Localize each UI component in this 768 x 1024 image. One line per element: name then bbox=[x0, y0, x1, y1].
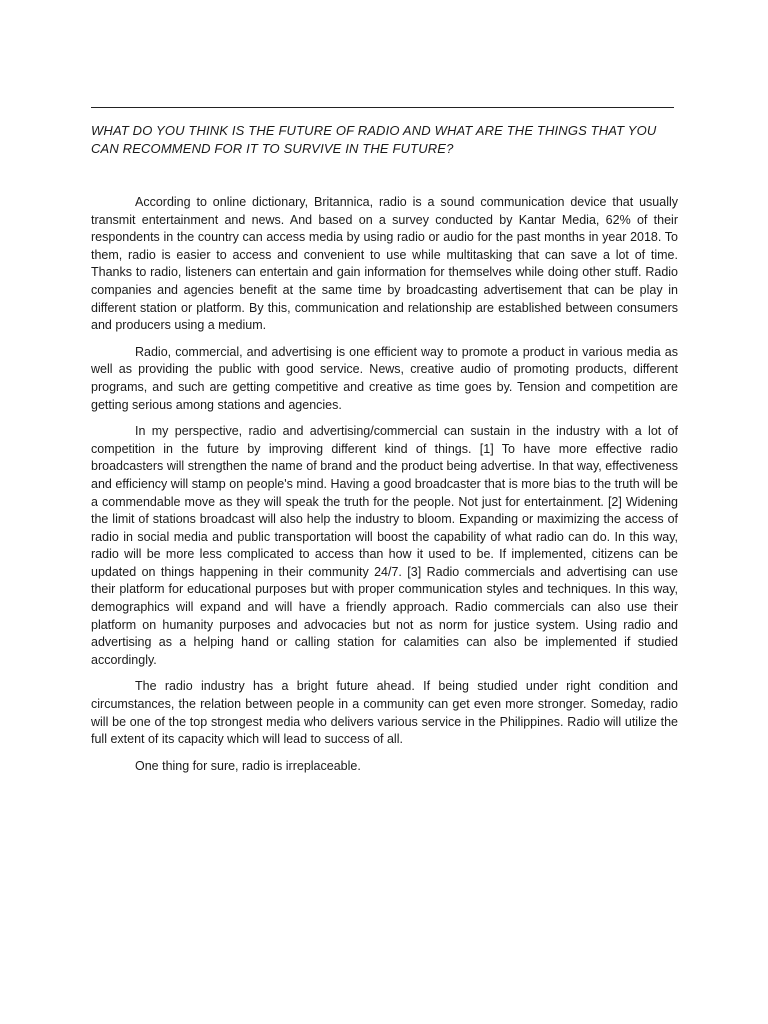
essay-body bbox=[91, 194, 678, 784]
header-rule bbox=[91, 107, 674, 108]
essay-question: WHAT DO YOU THINK IS THE FUTURE OF RADIO AND WHAT ARE THE THINGS THAT YOU CAN RECOMMEND FOR IT TO SURVIVE IN THE FUTURE? bbox=[91, 123, 657, 156]
paragraph-4: The radio industry has a bright future ahead. If being studied under right condition and circumstances, the relation between people in a community can get even more stronger. Someday, radio will be one of the top strongest media who delivers various service in the Philippines. Radio will utilize the full extent of its capacity which will lead to success of all. bbox=[91, 679, 678, 747]
paragraph-2: Radio, commercial, and advertising is one efficient way to promote a product in various media as well as providing the public with good service. News, creative audio of promoting products, different programs, and such are getting competitive and creative as time goes by. Tension and competition are getting serious among stations and agencies. bbox=[91, 344, 678, 412]
paragraph-3: In my perspective, radio and advertising/commercial can sustain in the industry with a lot of competition in the future by improving different kind of things. [1] To have more effective radio broadcasters will strengthen the name of brand and the product being advertise. In that way, effectiveness and efficiency will stamp on people's mind. Having a good broadcaster that is more bias to the truth will be a commendable move as they will speak the truth for the people. Not just for entertainment. [2] Widening the limit of stations broadcast will also help the industry to bloom. Expanding or maximizing the access of radio in social media and public transportation will boost the capability of what radio can do. In this way, radio will be more less complicated to access than how it used to be. If implemented, citizens can be updated on things happening in their community 24/7. [3] Radio commercials and advertising can use their platform for educational purposes but with proper communication styles and techniques. In this way, demographics will expand and will have a friendly approach. Radio commercials can also use their platform on humanity purposes and advocacies but not as norm for justice system. Using radio and advertising as a helping hand or calling station for calamities can also be implemented if studied accordingly. bbox=[91, 424, 678, 667]
paragraph-5: One thing for sure, radio is irreplaceable. bbox=[135, 758, 361, 773]
paragraph-1: According to online dictionary, Britannica, radio is a sound communication device that usually transmit entertainment and news. And based on a survey conducted by Kantar Media, 62% of their respondents in the country can access media by using radio or audio for the past months in year 2018. To them, radio is easier to access and convenient to use while multitasking that can save a lot of time. Thanks to radio, listeners can entertain and gain information for themselves while doing other stuff. Radio companies and agencies benefit at the same time by broadcasting advertisement that can be play in different station or platform. By this, communication and relationship are established between consumers and producers using a medium. bbox=[91, 195, 678, 333]
